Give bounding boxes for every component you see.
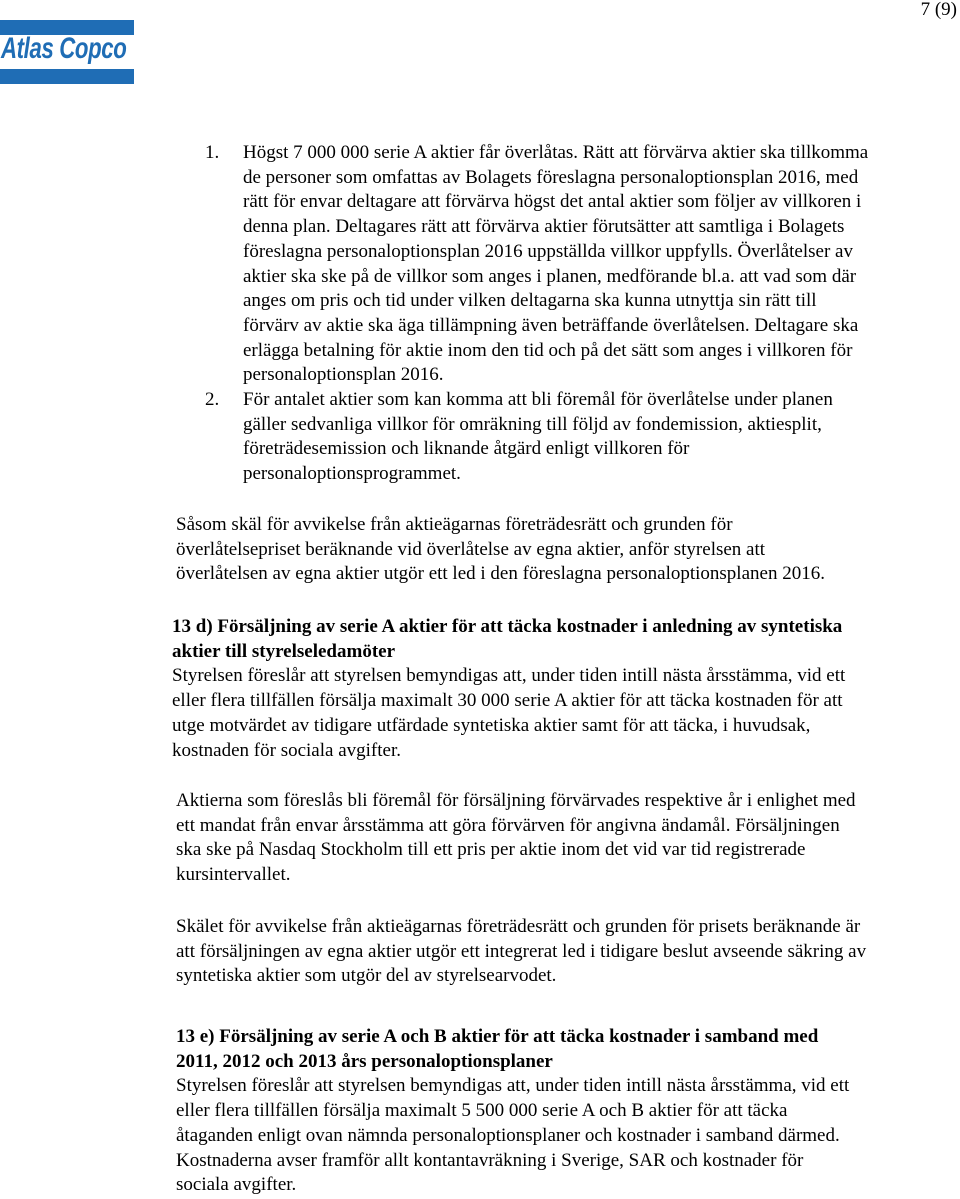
section-heading (176, 1025, 849, 1074)
text-line: erlägga betalning för aktie inom den tid och på det sätt som anges i villkoren för (243, 339, 853, 361)
text-line: Kostnaderna avser framför allt kontantavräkning i Sverige, SAR och kostnader för (176, 1149, 804, 1171)
list-item (205, 141, 869, 388)
text-line: 13 d) Försäljning av serie A aktier för att täcka kostnader i anledning av syntetiska (172, 616, 843, 637)
list-number: 1. (205, 142, 220, 163)
text-line: åtaganden enligt ovan nämnda personaloptionsplaner och kostnader i samband därmed. (176, 1124, 840, 1146)
section-13d (172, 615, 845, 763)
text-line: aktier ska ske på de villkor som anges i planen, medförande bl.a. att vad som där (243, 265, 857, 287)
text-line: de personer som omfattas av Bolagets föreslagna personaloptionsplan 2016, med (243, 166, 859, 188)
section-heading (172, 615, 845, 664)
text-line: Skälet för avvikelse från aktieägarnas företrädesrätt och grunden för prisets beräknande är (176, 916, 861, 937)
text-line: kostnaden för sociala avgifter. (172, 739, 401, 761)
deviation-paragraph (176, 513, 825, 587)
text-line: 13 e) Försäljning av serie A och B aktier för att täcka kostnader i samband med (176, 1026, 819, 1047)
text-line: syntetiska aktier som utgör del av styrelsearvodet. (176, 965, 557, 987)
text-line: Högst 7 000 000 serie A aktier får överlåtas. Rätt att förvärva aktier ska tillkomma (243, 142, 869, 163)
logo-wordmark: Atlas Copco (1, 32, 127, 65)
text-line: sociala avgifter. (176, 1174, 297, 1196)
page-number: 7 (9) (920, 0, 957, 20)
text-line: För antalet aktier som kan komma att bli föremål för överlåtelse under planen (243, 389, 833, 411)
reason-paragraph (176, 915, 866, 989)
text-line: att försäljningen av egna aktier utgör ett integrerat led i tidigare beslut avseende säkring av (176, 940, 867, 962)
text-line: 2011, 2012 och 2013 års personaloptionsplaner (176, 1050, 553, 1072)
section-body (176, 1074, 849, 1198)
text-line: förvärv av aktie ska äga tillämpning även beträffande överlåtelsen. Deltagare ska (243, 314, 859, 336)
text-line: Aktierna som föreslås bli föremål för försäljning förvärvades respektive år i enlighet med (176, 790, 856, 811)
list-number: 2. (205, 389, 220, 411)
sale-paragraph (176, 789, 856, 888)
text-line: aktier till styrelseledamöter (172, 640, 396, 662)
text-line: Styrelsen föreslår att styrelsen bemyndigas att, under tiden intill nästa årsstämma, vid ett (172, 665, 846, 687)
text-line: kursintervallet. (176, 864, 291, 886)
list-item-text (243, 141, 868, 388)
text-line: eller flera tillfällen försälja maximalt 30 000 serie A aktier för att täcka kostnaden för att (172, 690, 843, 712)
text-line: överlåtelsepriset beräknande vid överlåtelse av egna aktier, anför styrelsen att (176, 538, 766, 560)
text-line: rätt för envar deltagare att förvärva högst det antal aktier som följer av villkoren i (243, 191, 862, 213)
text-line: ett mandat från envar årsstämma att göra förvärven för angivna ändamål. Försäljningen (176, 814, 840, 836)
list-item (205, 388, 868, 487)
text-line: Styrelsen föreslår att styrelsen bemyndigas att, under tiden intill nästa årsstämma, vid ett (176, 1075, 850, 1097)
text-line: utge motvärdet av tidigare utfärdade syntetiska aktier samt för att täcka, i huvudsak, (172, 714, 811, 736)
section-13e (176, 1025, 849, 1198)
numbered-list (205, 141, 869, 487)
atlas-copco-logo (0, 20, 134, 85)
text-line: företrädesemission och liknande åtgärd enligt villkoren för (243, 438, 690, 460)
text-line: anges om pris och tid under vilken deltagarna ska kunna utnyttja sin rätt till (243, 290, 817, 312)
text-line: personaloptionsprogrammet. (243, 463, 461, 485)
list-item-text (243, 388, 868, 487)
text-line: ska ske på Nasdaq Stockholm till ett pris per aktie inom det vid var tid registrerade (176, 839, 806, 861)
logo-bar-bottom (0, 69, 134, 84)
text-line: personaloptionsplan 2016. (243, 364, 444, 386)
text-line: eller flera tillfällen försälja maximalt 5 500 000 serie A och B aktier för att täcka (176, 1100, 788, 1122)
text-line: denna plan. Deltagares rätt att förvärva aktier förutsätter att samtliga i Bolagets (243, 216, 845, 238)
text-line: Såsom skäl för avvikelse från aktieägarnas företrädesrätt och grunden för (176, 514, 733, 535)
section-body (172, 664, 845, 763)
text-line: överlåtelsen av egna aktier utgör ett led i den föreslagna personaloptionsplanen 2016. (176, 563, 825, 585)
text-line: gäller sedvanliga villkor för omräkning till följd av fondemission, aktiesplit, (243, 413, 822, 435)
text-line: föreslagna personaloptionsplan 2016 uppställda villkor uppfylls. Överlåtelser av (243, 240, 853, 262)
